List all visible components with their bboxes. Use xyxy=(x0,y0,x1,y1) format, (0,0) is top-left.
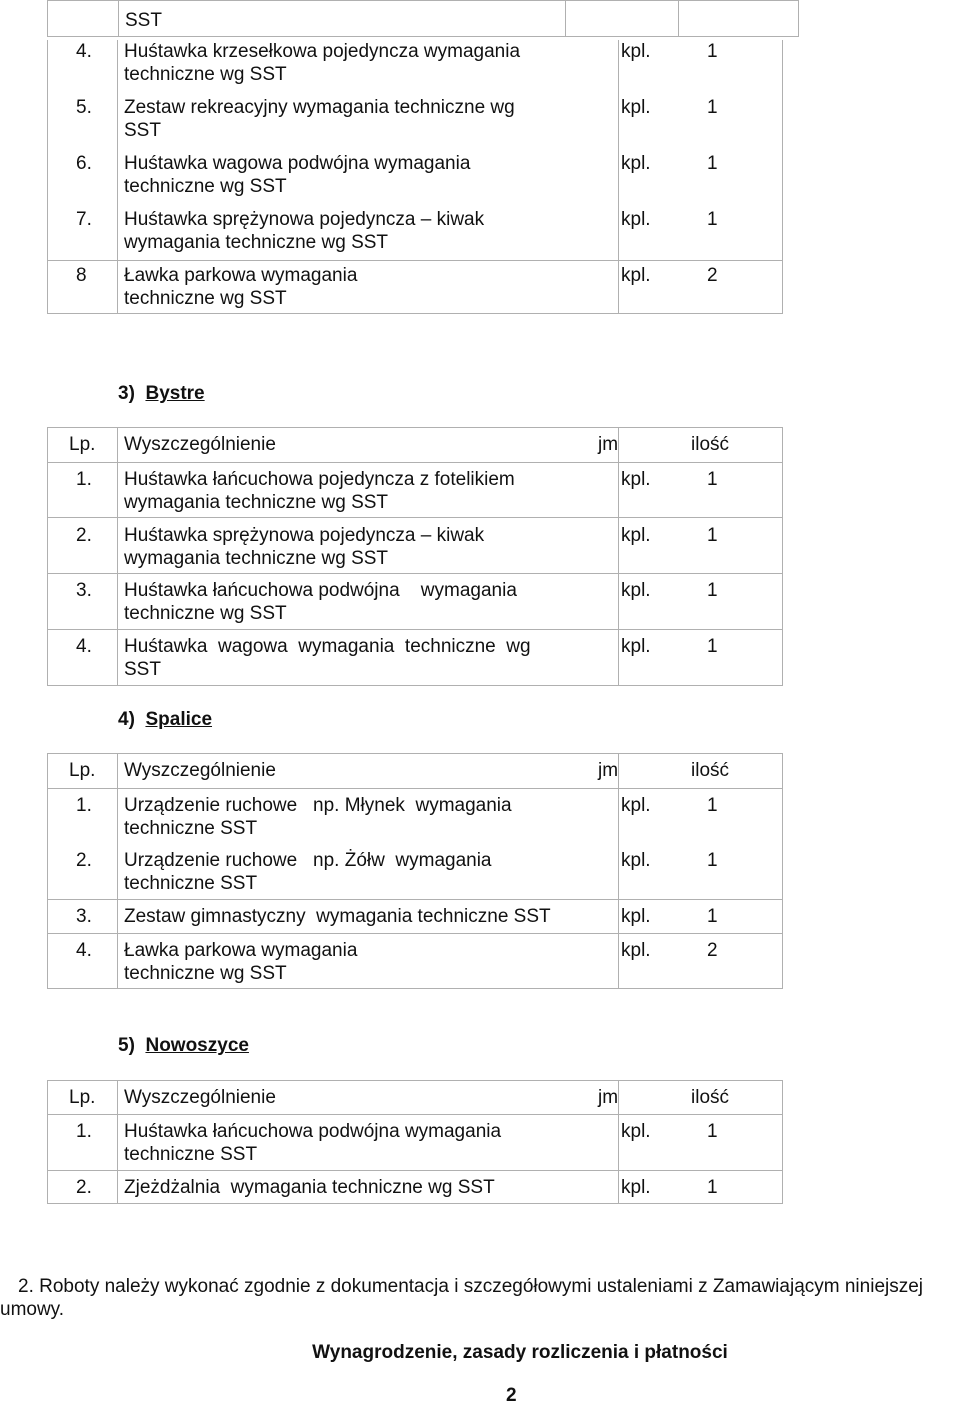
table-row xyxy=(48,1,799,37)
header-description: Wyszczególnienie xyxy=(124,434,276,455)
quantity-cell: 1 xyxy=(707,469,718,490)
lp-cell: 1. xyxy=(76,795,92,816)
unit-cell: kpl. xyxy=(621,265,651,286)
unit-cell: kpl. xyxy=(621,41,651,62)
clause-paragraph: 2. Roboty należy wykonać zgodnie z dokumentacja i szczegółowymi ustaleniami z Zamawiającym niniejszej umowy. xyxy=(0,1276,924,1320)
unit-cell: kpl. xyxy=(621,153,651,174)
unit-cell: kpl. xyxy=(621,1121,651,1142)
lp-cell: 1. xyxy=(76,1121,92,1142)
description-cell: Huśtawka łańcuchowa podwójna wymagania techniczne wg SST xyxy=(124,580,523,624)
quantity-cell: 1 xyxy=(707,1177,718,1198)
equipment-table-continued xyxy=(47,0,799,37)
header-description: Wyszczególnienie xyxy=(124,760,276,781)
lp-cell: 6. xyxy=(76,153,92,174)
header-lp: Lp. xyxy=(69,760,96,781)
equipment-table-bystre xyxy=(47,427,783,686)
equipment-table-spalice xyxy=(47,753,783,989)
quantity-cell: 1 xyxy=(707,97,718,118)
description-cell: Huśtawka sprężynowa pojedyncza – kiwak wymagania techniczne wg SST xyxy=(124,209,485,253)
section-title-nowoszyce: 5) Nowoszyce xyxy=(118,1035,249,1056)
quantity-cell: 1 xyxy=(707,41,718,62)
quantity-cell: 2 xyxy=(707,940,718,961)
quantity-cell: 1 xyxy=(707,525,718,546)
header-unit: jm xyxy=(598,760,619,781)
page-number: 2 xyxy=(506,1385,517,1406)
unit-cell: kpl. xyxy=(621,850,651,871)
section-title-bystre: 3) Bystre xyxy=(118,383,205,404)
unit-cell: kpl. xyxy=(621,469,651,490)
header-quantity: ilość xyxy=(691,434,730,455)
lp-cell xyxy=(48,1,119,37)
description-cell: Huśtawka łańcuchowa podwójna wymagania techniczne SST xyxy=(124,1121,502,1165)
header-unit: jm xyxy=(598,434,619,455)
lp-cell: 2. xyxy=(76,525,92,546)
unit-cell: kpl. xyxy=(621,795,651,816)
description-cell: Huśtawka krzesełkowa pojedyncza wymagania techniczne wg SST xyxy=(124,41,521,85)
quantity-cell: 1 xyxy=(707,1121,718,1142)
description-cell: Huśtawka łańcuchowa pojedyncza z fotelikiem wymagania techniczne wg SST xyxy=(124,469,515,513)
section-heading: Wynagrodzenie, zasady rozliczenia i płatności xyxy=(312,1342,728,1363)
header-lp: Lp. xyxy=(69,434,96,455)
lp-cell: 8 xyxy=(76,265,87,286)
lp-cell: 4. xyxy=(76,636,92,657)
unit-cell: kpl. xyxy=(621,906,651,927)
header-description: Wyszczególnienie xyxy=(124,1087,276,1108)
description-cell: Urządzenie ruchowe np. Młynek wymagania techniczne SST xyxy=(124,795,517,839)
lp-cell: 2. xyxy=(76,1177,92,1198)
quantity-cell: 1 xyxy=(707,850,718,871)
description-cell: Ławka parkowa wymagania techniczne wg SST xyxy=(124,940,358,984)
quantity-cell: 1 xyxy=(707,580,718,601)
description-cell: Huśtawka wagowa podwójna wymagania techniczne wg SST xyxy=(124,153,471,197)
unit-cell: kpl. xyxy=(621,1177,651,1198)
unit-cell xyxy=(566,1,679,37)
lp-cell: 7. xyxy=(76,209,92,230)
quantity-cell: 1 xyxy=(707,906,718,927)
unit-cell: kpl. xyxy=(621,636,651,657)
unit-cell: kpl. xyxy=(621,580,651,601)
lp-cell: 2. xyxy=(76,850,92,871)
description-cell: Zjeżdżalnia wymagania techniczne wg SST xyxy=(124,1177,495,1198)
description-cell: Zestaw rekreacyjny wymagania techniczne wg SST xyxy=(124,97,515,141)
header-unit: jm xyxy=(598,1087,619,1108)
description-cell: Urządzenie ruchowe np. Żółw wymagania techniczne SST xyxy=(124,850,497,894)
unit-cell: kpl. xyxy=(621,209,651,230)
lp-cell: 5. xyxy=(76,97,92,118)
quantity-cell: 1 xyxy=(707,153,718,174)
unit-cell: kpl. xyxy=(621,525,651,546)
header-quantity: ilość xyxy=(691,760,730,781)
lp-cell: 1. xyxy=(76,469,92,490)
description-cell: Zestaw gimnastyczny wymagania techniczne SST xyxy=(124,906,551,927)
unit-cell: kpl. xyxy=(621,940,651,961)
lp-cell: 4. xyxy=(76,41,92,62)
unit-cell: kpl. xyxy=(621,97,651,118)
description-cell: SST xyxy=(119,1,566,37)
section-title-spalice: 4) Spalice xyxy=(118,709,213,730)
header-quantity: ilość xyxy=(691,1087,730,1108)
quantity-cell: 2 xyxy=(707,265,718,286)
quantity-cell: 1 xyxy=(707,795,718,816)
lp-cell: 3. xyxy=(76,580,92,601)
header-lp: Lp. xyxy=(69,1087,96,1108)
quantity-cell: 1 xyxy=(707,636,718,657)
lp-cell: 4. xyxy=(76,940,92,961)
quantity-cell xyxy=(679,1,799,37)
lp-cell: 3. xyxy=(76,906,92,927)
description-cell: Huśtawka wagowa wymagania techniczne wg SST xyxy=(124,636,536,680)
equipment-table-nowoszyce xyxy=(47,1080,783,1204)
quantity-cell: 1 xyxy=(707,209,718,230)
description-cell: Huśtawka sprężynowa pojedyncza – kiwak wymagania techniczne wg SST xyxy=(124,525,485,569)
description-cell: Ławka parkowa wymagania techniczne wg SST xyxy=(124,265,358,309)
